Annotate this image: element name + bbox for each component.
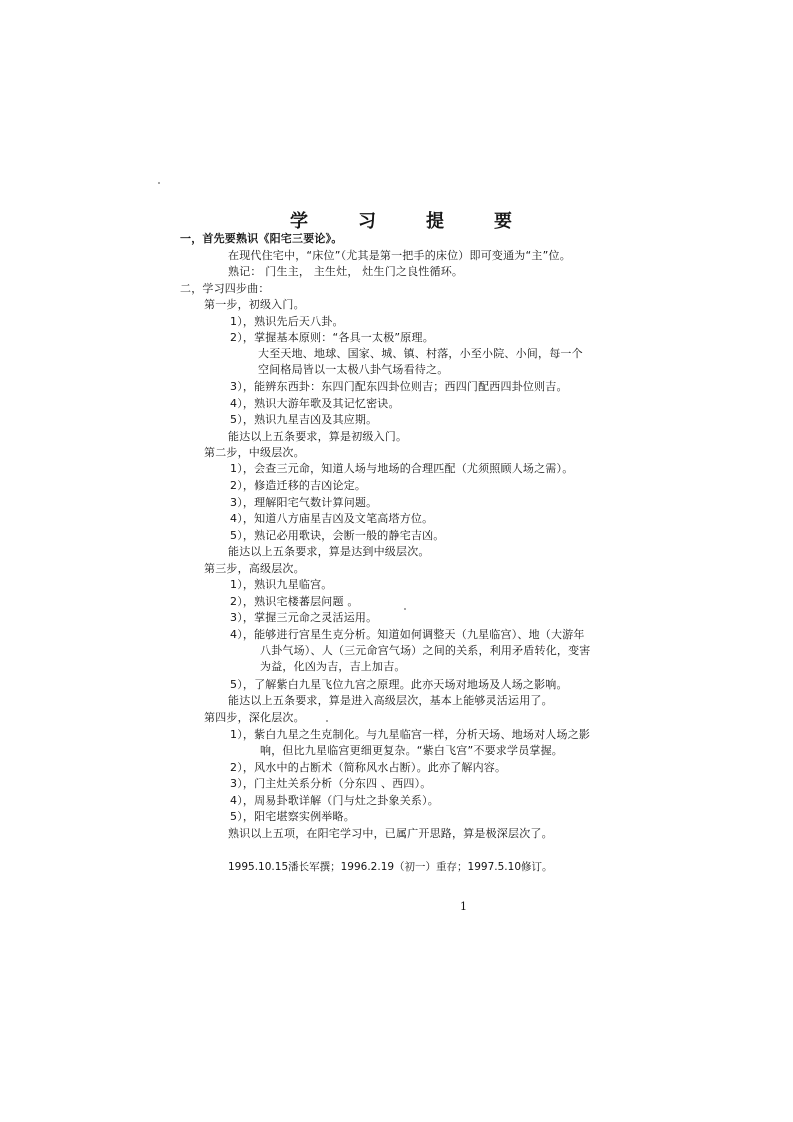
list-item: 3），理解阳宅气数计算问题。 [230,496,378,509]
list-item: 4），熟识大游年歌及其记忆密诀。 [230,397,400,410]
closing-summary: 熟识以上五项，在阳宅学习中，已属广开思路，算是极深层次了。 [228,827,553,840]
list-item: 5），阳宅堪察实例举略。 [230,810,355,823]
section-heading-1: 一，首先要熟识《阳宅三要论》。 [180,232,343,245]
scan-speck [158,182,160,184]
title-char-4: 要 [494,211,512,232]
page-title [290,211,512,233]
scan-speck [404,608,406,610]
section-heading-2: 二，学习四步曲： [180,282,270,295]
list-item: 2），风水中的占断术（简称风水占断）。此亦了解内容。 [230,761,507,774]
list-item: 1），紫白九星之生克制化。与九星临宫一样，分析天场、地场对人场之影 [230,728,591,741]
list-item: 1），会查三元命，知道人场与地场的合理匹配（尤须照顾人场之需）。 [230,462,574,475]
list-item-continuation: 为益，化凶为吉，吉上加吉。 [260,660,406,673]
list-item: 5），了解紫白九星飞位九宫之原理。此亦天场对地场及人场之影响。 [230,678,568,691]
text-line: 熟记： 门生主， 主生灶， 灶生门之良性循环。 [228,265,464,278]
list-item: 4），周易卦歌详解（门与灶之卦象关系）。 [230,794,439,807]
title-char-1: 学 [290,211,308,232]
step-heading-1: 第一步，初级入门。 [204,298,305,311]
list-item-continuation: 空间格局皆以一太极八卦气场看待之。 [258,363,449,376]
list-item: 2），熟识宅楼蕃层问题 。 [230,595,359,608]
list-item-continuation: 响，但比九星临宫更细更复杂。“紫白飞宫”不要求学员掌握。 [260,744,563,757]
list-item: 3），能辨东西卦：东四门配东四卦位则吉；西四门配西四卦位则吉。 [230,380,568,393]
step-heading-4: 第四步，深化层次。 [204,711,305,724]
step-summary: 能达以上五条要求，算是达到中级层次。 [228,545,430,558]
list-item: 4），能够进行宫星生克分析。知道如何调整天（九星临宫）、地（大游年 [230,628,585,641]
step-heading-3: 第三步，高级层次。 [204,562,305,575]
scan-speck [326,720,328,722]
list-item-continuation: 大至天地、地球、国家、城、镇、村落，小至小院、小间，每一个 [258,347,583,360]
list-item: 2），掌握基本原则：“各具一太极”原理。 [230,331,434,344]
footer-note: 1995.10.15潘长军撰；1996.2.19（初一）重存；1997.5.10修订。 [228,861,553,873]
list-item: 3），门主灶关系分析（分东四 、西四）。 [230,777,432,790]
list-item: 4），知道八方庙星吉凶及文笔高塔方位。 [230,512,434,525]
list-item: 1），熟识先后天八卦。 [230,315,344,328]
title-char-3: 提 [426,211,444,232]
step-heading-2: 第二步，中级层次。 [204,446,305,459]
list-item: 1），熟识九星临宫。 [230,578,333,591]
title-char-2: 习 [358,211,376,232]
text-line: 在现代住宅中，“床位”（尤其是第一把手的床位）即可变通为“主”位。 [228,249,571,262]
page-number: 1 [460,900,467,913]
list-item: 2），修造迁移的吉凶论定。 [230,479,367,492]
list-item: 3），掌握三元命之灵活运用。 [230,611,378,624]
step-summary: 能达以上五条要求，算是初级入门。 [228,430,408,443]
step-summary: 能达以上五条要求，算是进入高级层次，基本上能够灵活运用了。 [228,694,553,707]
list-item: 5），熟记必用歌诀，会断一般的静宅吉凶。 [230,529,445,542]
list-item-continuation: 八卦气场）、人（三元命宫气场）之间的关系，利用矛盾转化，变害 [260,644,591,657]
list-item: 5），熟识九星吉凶及其应期。 [230,413,378,426]
